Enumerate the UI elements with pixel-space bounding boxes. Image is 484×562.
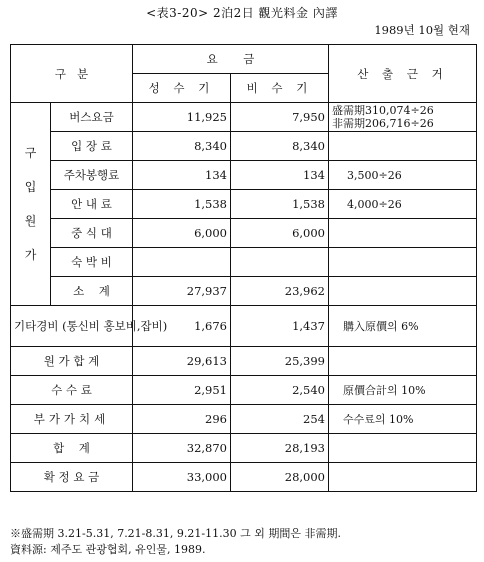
row-offpeak: 28,000: [231, 463, 329, 492]
table-row: [11, 190, 477, 219]
table-row: [11, 347, 477, 376]
row-item: 중 식 대: [51, 219, 133, 248]
row-label: 수 수 료: [11, 376, 133, 405]
row-offpeak: 134: [231, 161, 329, 190]
row-peak: 29,613: [133, 347, 231, 376]
row-basis: 4,000÷26: [329, 190, 477, 219]
row-item: 입 장 료: [51, 132, 133, 161]
row-label: 합 계: [11, 434, 133, 463]
row-peak: [133, 248, 231, 277]
row-basis: [329, 463, 477, 492]
row-peak: 2,951: [133, 376, 231, 405]
footnote-source: 資料源: 제주도 관광협회, 유인물, 1989.: [10, 543, 206, 556]
row-basis: 購入原價의 6%: [329, 306, 477, 347]
row-offpeak: 1,437: [231, 306, 329, 347]
footnote-season: ※盛需期 3.21-5.31, 7.21-8.31, 9.21-11.30 그 외 期間은 非需期.: [10, 527, 341, 540]
row-peak: 27,937: [133, 277, 231, 306]
row-offpeak: 6,000: [231, 219, 329, 248]
header-offpeak: 비 수 기: [231, 74, 329, 103]
row-basis: [329, 434, 477, 463]
reference-date: 1989년 10월 현재: [374, 23, 470, 37]
row-item: 소 계: [51, 277, 133, 306]
row-peak: 1,676: [133, 306, 231, 347]
table-row: [11, 103, 477, 132]
row-item: 숙 박 비: [51, 248, 133, 277]
row-item: 안 내 료: [51, 190, 133, 219]
row-peak: 33,000: [133, 463, 231, 492]
table-row: [11, 376, 477, 405]
table-row-total: [11, 434, 477, 463]
row-basis: [329, 277, 477, 306]
row-basis: 原價合計의 10%: [329, 376, 477, 405]
row-label: 확 정 요 금: [11, 463, 133, 492]
row-offpeak: 8,340: [231, 132, 329, 161]
row-offpeak: 25,399: [231, 347, 329, 376]
table-row: [11, 161, 477, 190]
footnotes: [10, 526, 480, 558]
row-offpeak: 254: [231, 405, 329, 434]
header-peak: 성 수 기: [133, 74, 231, 103]
header-category: 구 분: [11, 45, 133, 103]
row-offpeak: 1,538: [231, 190, 329, 219]
row-item: 버스요금: [51, 103, 133, 132]
table-row: [11, 248, 477, 277]
fee-breakdown-table: [10, 44, 477, 492]
row-item: 주차봉행료: [51, 161, 133, 190]
table-row: [11, 405, 477, 434]
row-basis: 수수료의 10%: [329, 405, 477, 434]
row-basis: 3,500÷26: [329, 161, 477, 190]
row-basis: [329, 219, 477, 248]
table-row-subtotal: [11, 277, 477, 306]
table-row-final: [11, 463, 477, 492]
row-label: 원 가 합 계: [11, 347, 133, 376]
row-peak: 8,340: [133, 132, 231, 161]
header-basis: 산 출 근 거: [329, 45, 477, 103]
group-label-purchase-cost: 구 입 원 가: [11, 103, 51, 306]
row-peak: 134: [133, 161, 231, 190]
row-basis: [329, 347, 477, 376]
table-row: [11, 306, 477, 347]
row-peak: 32,870: [133, 434, 231, 463]
row-label: 기타경비 (통신비 홍보비,잡비): [11, 306, 133, 347]
row-offpeak: 23,962: [231, 277, 329, 306]
header-fee: 요 금: [133, 45, 329, 74]
row-peak: 296: [133, 405, 231, 434]
row-offpeak: 28,193: [231, 434, 329, 463]
row-peak: 1,538: [133, 190, 231, 219]
table-title: <表3-20> 2泊2日 觀光料金 內譯: [146, 6, 338, 20]
row-label: 부가가치세: [11, 405, 133, 434]
header-row-1: [11, 45, 477, 74]
row-basis: 盛需期310,074÷26 非需期206,716÷26: [329, 103, 477, 132]
table-row: [11, 219, 477, 248]
row-offpeak: 2,540: [231, 376, 329, 405]
table-row: [11, 132, 477, 161]
row-offpeak: [231, 248, 329, 277]
row-peak: 11,925: [133, 103, 231, 132]
row-basis: [329, 132, 477, 161]
row-peak: 6,000: [133, 219, 231, 248]
row-basis: [329, 248, 477, 277]
row-offpeak: 7,950: [231, 103, 329, 132]
